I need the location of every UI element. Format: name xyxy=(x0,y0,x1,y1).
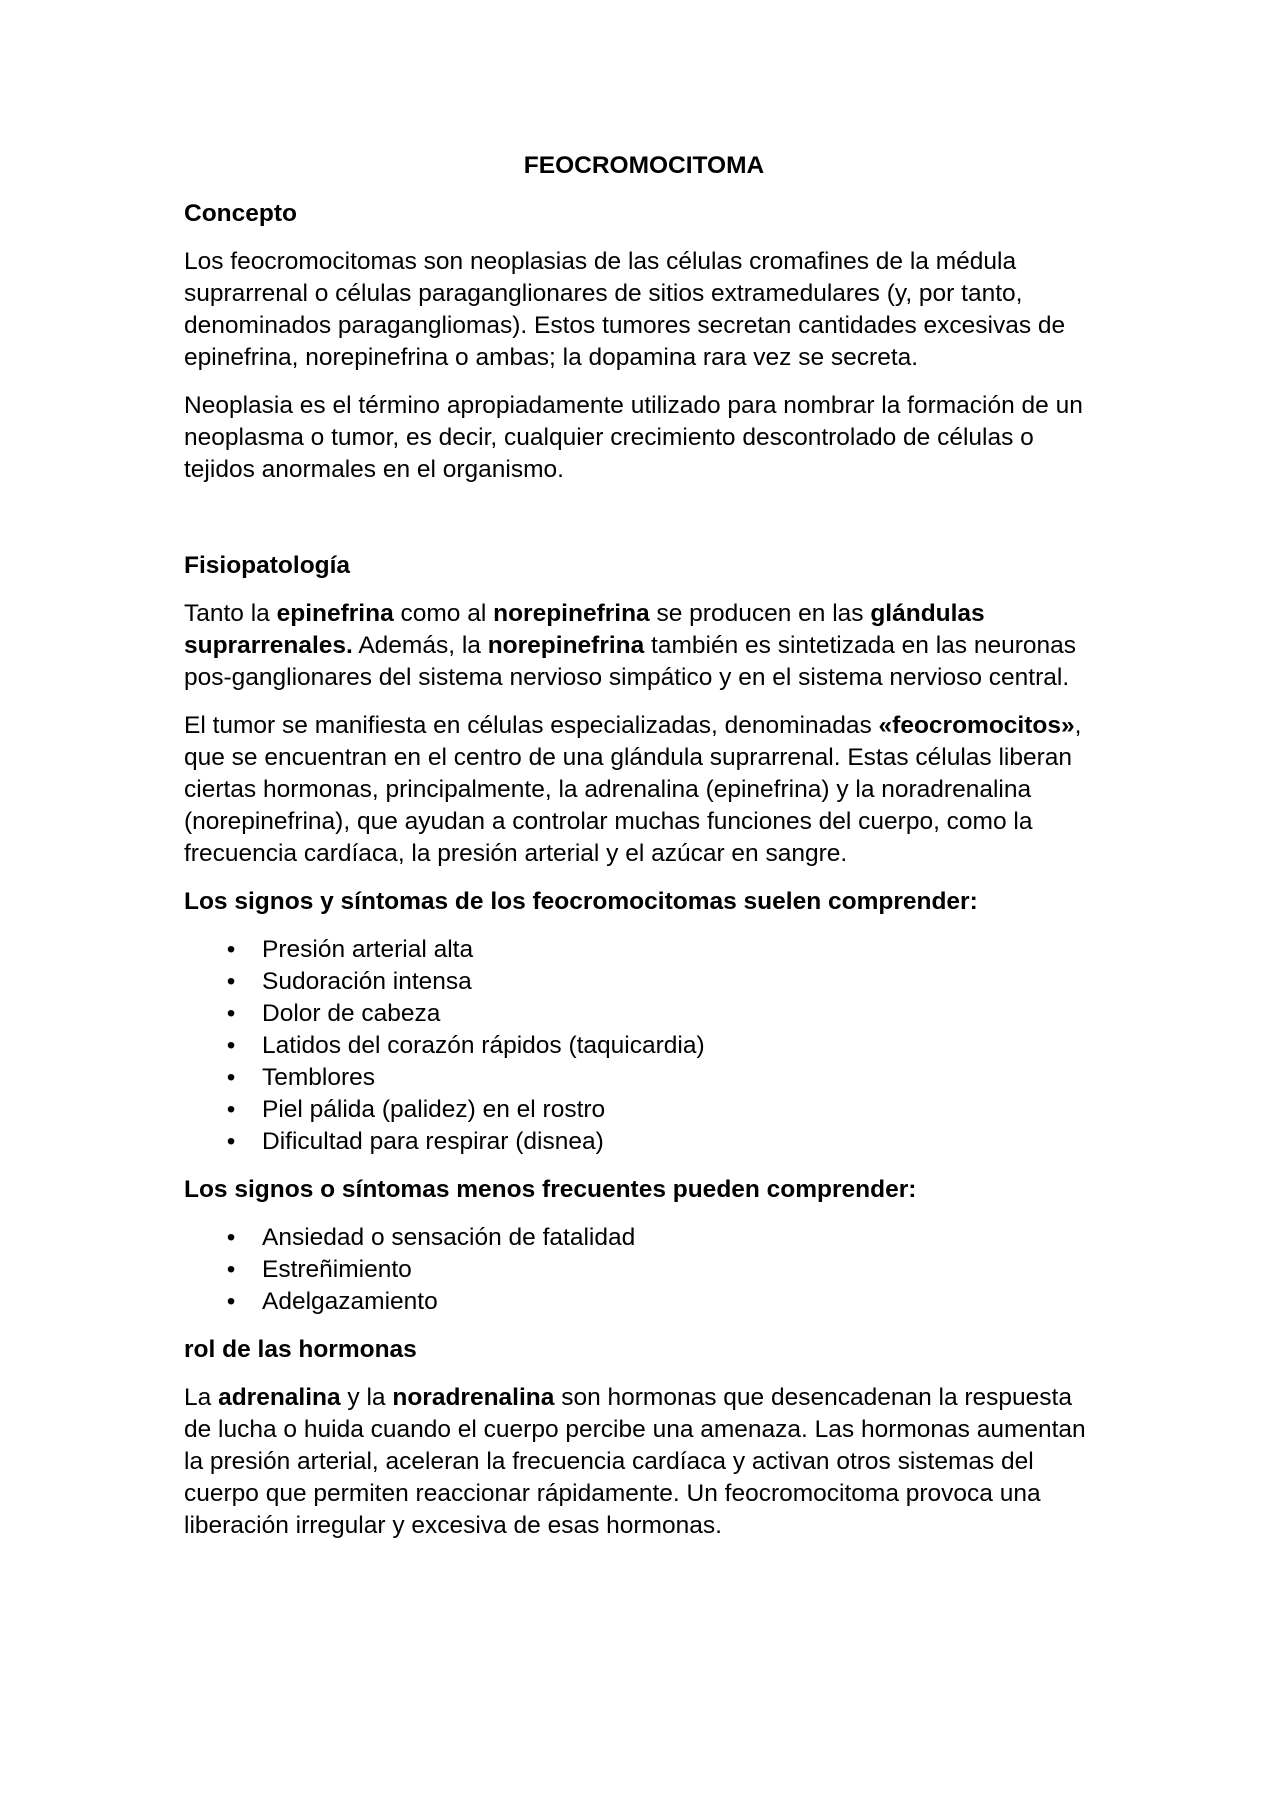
document-title: FEOCROMOCITOMA xyxy=(523,152,765,179)
list-item xyxy=(184,966,1104,998)
concepto-paragraph-1: Los feocromocitomas son neoplasias de las células cromafines de la médula suprarrenal o células paraganglionares de sitios extramedulares (y, por tanto, denominados paragangliomas). Estos tumores secretan cantidades excesivas de epinefrina, norepinefrina o ambas; la dopamina rara vez se secreta. xyxy=(184,248,1066,371)
fisiopatologia-paragraph-2 xyxy=(184,710,1104,870)
bold-term-noradrenalina: noradrenalina xyxy=(392,1384,555,1411)
list-item xyxy=(184,1286,1104,1318)
bold-term-norepinefrina-2: norepinefrina xyxy=(487,632,645,659)
text-run: El tumor se manifiesta en células especializadas, denominadas xyxy=(184,712,879,739)
list-item xyxy=(184,1062,1104,1094)
bold-term-adrenalina: adrenalina xyxy=(218,1384,341,1411)
blank-line xyxy=(184,502,1104,550)
section-heading-signos: Los signos y síntomas de los feocromocitomas suelen comprender: xyxy=(184,888,978,915)
list-item-text: Estreñimiento xyxy=(262,1256,412,1283)
section-heading-rol-hormonas: rol de las hormonas xyxy=(184,1336,417,1363)
section-heading-fisiopatologia: Fisiopatología xyxy=(184,552,351,579)
text-run: y la xyxy=(340,1384,393,1411)
text-run: Además, la xyxy=(352,632,488,659)
list-item xyxy=(184,1030,1104,1062)
bold-term-feocromocitos: «feocromocitos» xyxy=(878,712,1075,739)
menos-frecuentes-list xyxy=(184,1222,1104,1318)
section-heading-concepto: Concepto xyxy=(184,200,297,227)
bullet-icon: • xyxy=(226,1032,236,1059)
bullet-icon: • xyxy=(226,968,236,995)
text-run: Tanto la xyxy=(184,600,277,627)
bullet-icon: • xyxy=(226,936,236,963)
list-item-text: Sudoración intensa xyxy=(262,968,472,995)
text-run: también es sintetizada en las neuronas pos-ganglionares del sistema nervioso simpático y en el sistema nervioso central. xyxy=(184,632,1076,691)
list-item-text: Dolor de cabeza xyxy=(262,1000,441,1027)
bullet-icon: • xyxy=(226,1256,236,1283)
list-item xyxy=(184,1094,1104,1126)
list-item-text: Presión arterial alta xyxy=(262,936,474,963)
list-item-text: Ansiedad o sensación de fatalidad xyxy=(262,1224,636,1251)
bullet-icon: • xyxy=(226,1096,236,1123)
list-item-text: Adelgazamiento xyxy=(262,1288,438,1315)
bold-term-norepinefrina: norepinefrina xyxy=(493,600,650,627)
fisiopatologia-paragraph-1 xyxy=(184,598,1104,694)
bullet-icon: • xyxy=(226,1000,236,1027)
document-page xyxy=(184,150,1104,1558)
list-item-text: Dificultad para respirar (disnea) xyxy=(262,1128,604,1155)
list-item xyxy=(184,934,1104,966)
text-run: como al xyxy=(393,600,494,627)
text-run: se producen en las xyxy=(649,600,871,627)
bullet-icon: • xyxy=(226,1128,236,1155)
text-run: son hormonas que desencadenan la respuesta de lucha o huida cuando el cuerpo percibe una amenaza. Las hormonas aumentan la presión arterial, aceleran la frecuencia cardíaca y activan otros sistemas del cuerpo que permiten reaccionar rápidamente. Un feocromocitoma provoca una liberación irregular y excesiva de esas hormonas. xyxy=(184,1384,1086,1539)
bullet-icon: • xyxy=(226,1224,236,1251)
section-heading-menos-frecuentes: Los signos o síntomas menos frecuentes pueden comprender: xyxy=(184,1176,917,1203)
list-item xyxy=(184,998,1104,1030)
bullet-icon: • xyxy=(226,1064,236,1091)
bold-term-epinefrina: epinefrina xyxy=(276,600,394,627)
signos-list xyxy=(184,934,1104,1158)
list-item xyxy=(184,1222,1104,1254)
list-item xyxy=(184,1254,1104,1286)
concepto-paragraph-2: Neoplasia es el término apropiadamente utilizado para nombrar la formación de un neoplasma o tumor, es decir, cualquier crecimiento descontrolado de células o tejidos anormales en el organismo. xyxy=(184,392,1083,483)
bullet-icon: • xyxy=(226,1288,236,1315)
list-item-text: Latidos del corazón rápidos (taquicardia) xyxy=(262,1032,705,1059)
bold-term-glandulas: glándulas suprarrenales. xyxy=(184,600,985,659)
text-run: , que se encuentran en el centro de una glándula suprarrenal. Estas células liberan ciertas hormonas, principalmente, la adrenalina (epinefrina) y la noradrenalina (norepinefrina), que ayudan a controlar muchas funciones del cuerpo, como la frecuencia cardíaca, la presión arterial y el azúcar en sangre. xyxy=(184,712,1082,867)
text-run: La xyxy=(184,1384,219,1411)
list-item-text: Piel pálida (palidez) en el rostro xyxy=(262,1096,606,1123)
list-item-text: Temblores xyxy=(262,1064,376,1091)
rol-paragraph-1 xyxy=(184,1382,1104,1542)
list-item xyxy=(184,1126,1104,1158)
